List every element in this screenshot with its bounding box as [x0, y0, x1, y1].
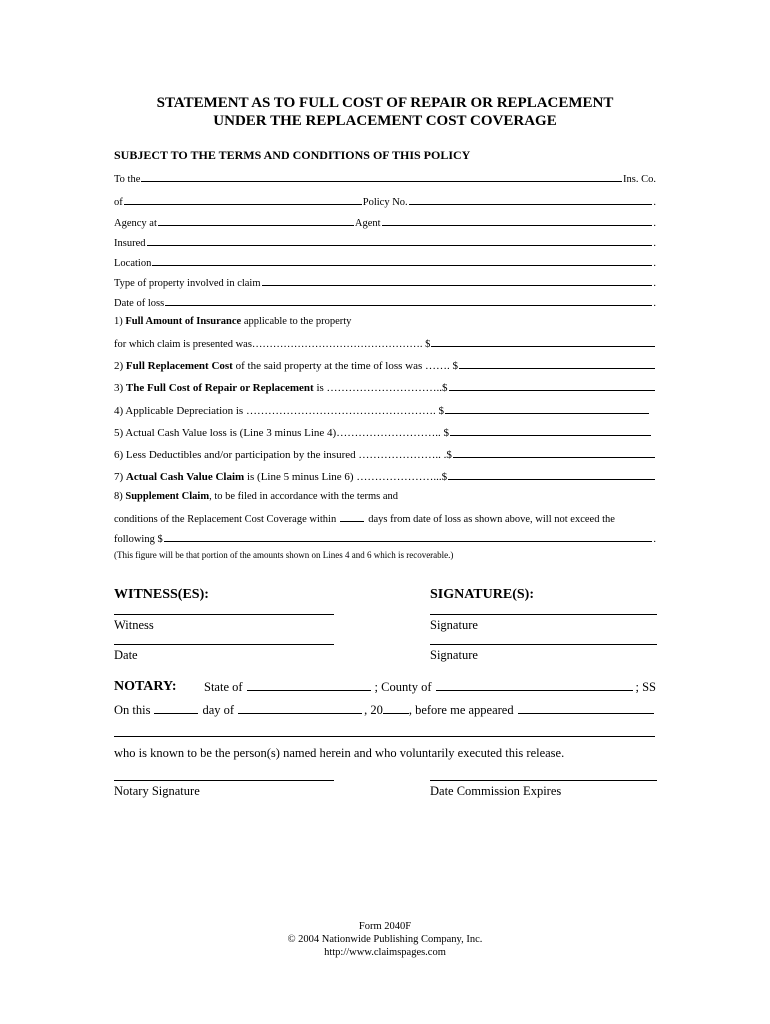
- policy-no-field[interactable]: [409, 195, 653, 205]
- line-1-heading: [114, 316, 656, 327]
- line-8-following: following $: [114, 534, 163, 545]
- on-this-label: On this: [114, 703, 151, 717]
- day-field[interactable]: [154, 703, 198, 714]
- notary-signature-line[interactable]: [114, 780, 334, 781]
- line-5-amount-field[interactable]: [450, 426, 651, 436]
- county-field[interactable]: [436, 680, 634, 691]
- of-policy-row: [114, 195, 656, 208]
- line-3-bold: The Full Cost of Repair or Replacement: [125, 382, 314, 394]
- notary-date-row: [114, 703, 654, 718]
- signature-line-1[interactable]: [430, 614, 657, 615]
- line-4-text: 4) Applicable Depreciation is ……………………………………………. $: [114, 405, 444, 417]
- location-field[interactable]: [152, 256, 652, 266]
- notary-state-row: [204, 680, 656, 695]
- state-field[interactable]: [247, 680, 371, 691]
- signature-label-2: Signature: [430, 648, 478, 662]
- line-1-text: applicable to the property: [243, 316, 352, 327]
- form-number: Form 2040F: [358, 921, 412, 932]
- date-of-loss-field[interactable]: [165, 296, 652, 306]
- commission-expires-line[interactable]: [430, 780, 657, 781]
- insured-field[interactable]: [147, 236, 653, 246]
- line-2-row: [114, 359, 656, 372]
- line-8-cont-a: conditions of the Replacement Cost Coverage within: [114, 514, 337, 525]
- type-of-property-row: [114, 276, 656, 289]
- witness-date-line[interactable]: [114, 644, 334, 645]
- signatures-heading: SIGNATURE(S):: [430, 587, 534, 602]
- period: .: [653, 218, 656, 229]
- line-6-row: [114, 448, 656, 461]
- website-link[interactable]: http://www.claimspages.com: [324, 947, 446, 958]
- type-of-property-field[interactable]: [262, 276, 653, 286]
- line-8-following-row: [114, 532, 656, 545]
- line-8-text: , to be filed in accordance with the terms and: [209, 491, 399, 502]
- line-7-number: 7): [114, 471, 124, 483]
- state-of-label: State of: [204, 680, 243, 694]
- ss-label: ; SS: [635, 680, 656, 694]
- day-of-label: day of: [202, 703, 235, 717]
- line-3-amount-field[interactable]: [449, 381, 655, 391]
- signature-label-1: Signature: [430, 618, 478, 632]
- line-7-text: is (Line 5 minus Line 6) …………………...$: [246, 471, 448, 483]
- witness-signature-line[interactable]: [114, 614, 334, 615]
- of-field[interactable]: [124, 195, 362, 205]
- policy-no-label: Policy No.: [362, 197, 408, 208]
- known-statement: who is known to be the person(s) named herein and who voluntarily executed this release.: [114, 746, 565, 760]
- line-5-text: 5) Actual Cash Value loss is (Line 3 minus Line 4)……………………….. $: [114, 427, 449, 439]
- period: .: [653, 258, 656, 269]
- line-1-cont: for which claim is presented was…………………………………………. $: [114, 339, 431, 350]
- appeared-field[interactable]: [518, 703, 654, 714]
- agency-agent-row: [114, 216, 656, 229]
- line-2-bold: Full Replacement Cost: [125, 360, 233, 372]
- before-me-label: , before me appeared: [408, 703, 514, 717]
- line-8-bold: Supplement Claim: [125, 491, 210, 502]
- line-2-number: 2): [114, 360, 124, 372]
- ins-co-label: Ins. Co.: [623, 174, 656, 185]
- date-label: Date: [114, 648, 138, 662]
- line-7-row: [114, 470, 656, 483]
- line-4-amount-field[interactable]: [445, 404, 649, 414]
- line-8-number: 8): [114, 491, 123, 502]
- date-of-loss-label: Date of loss: [114, 298, 165, 309]
- notary-signature-label: Notary Signature: [114, 784, 200, 798]
- line-8-heading: [114, 491, 656, 502]
- type-of-property-label: Type of property involved in claim: [114, 278, 261, 289]
- supplement-amount-field[interactable]: [164, 532, 653, 542]
- insured-row: [114, 236, 656, 249]
- line-3-text: is …………………………..$: [316, 382, 448, 394]
- line-8-cont-row: [114, 512, 656, 525]
- of-label: of: [114, 197, 123, 208]
- period: .: [653, 534, 656, 545]
- agent-label: Agent: [354, 218, 381, 229]
- days-field[interactable]: [340, 512, 364, 522]
- date-of-loss-row: [114, 296, 656, 309]
- line-6-text: 6) Less Deductibles and/or participation by the insured ………………….. .$: [114, 449, 452, 461]
- date-commission-label: Date Commission Expires: [430, 784, 562, 798]
- agency-at-field[interactable]: [158, 216, 354, 226]
- insurance-company-field[interactable]: [141, 172, 622, 182]
- year-label: , 20: [364, 703, 383, 717]
- period: .: [653, 278, 656, 289]
- location-row: [114, 256, 656, 269]
- witness-label: Witness: [114, 618, 154, 632]
- document-title-line1: STATEMENT AS TO FULL COST OF REPAIR OR REPLACEMENT: [156, 95, 614, 111]
- line-1-number: 1): [114, 316, 123, 327]
- county-of-label: ; County of: [374, 680, 432, 694]
- line-3-row: [114, 381, 656, 394]
- line-6-amount-field[interactable]: [453, 448, 655, 458]
- location-label: Location: [114, 258, 152, 269]
- period: .: [653, 197, 656, 208]
- line-1-bold: Full Amount of Insurance: [125, 316, 242, 327]
- to-the-label: To the: [114, 174, 141, 185]
- month-field[interactable]: [238, 703, 362, 714]
- to-the-row: [114, 172, 656, 185]
- line-1-row: [114, 337, 656, 350]
- agency-at-label: Agency at: [114, 218, 157, 229]
- line-7-amount-field[interactable]: [448, 470, 655, 480]
- line-2-amount-field[interactable]: [459, 359, 655, 369]
- year-field[interactable]: [383, 703, 409, 714]
- notary-heading: NOTARY:: [114, 679, 177, 694]
- signature-line-2[interactable]: [430, 644, 657, 645]
- subject-heading: SUBJECT TO THE TERMS AND CONDITIONS OF THIS POLICY: [114, 148, 471, 162]
- document-title-line2: UNDER THE REPLACEMENT COST COVERAGE: [213, 113, 557, 129]
- line-4-row: [114, 404, 650, 417]
- line-1-amount-field[interactable]: [431, 337, 655, 347]
- appeared-name-line[interactable]: [114, 736, 655, 737]
- period: .: [653, 298, 656, 309]
- recoverable-note: (This figure will be that portion of the amounts shown on Lines 4 and 6 which is recoverable.): [114, 550, 454, 560]
- line-2-text: of the said property at the time of loss was ……. $: [235, 360, 459, 372]
- line-3-number: 3): [114, 382, 124, 394]
- insured-label: Insured: [114, 238, 146, 249]
- agent-field[interactable]: [382, 216, 653, 226]
- copyright: © 2004 Nationwide Publishing Company, Inc.: [287, 934, 483, 945]
- line-8-cont-b: days from date of loss as shown above, will not exceed the: [368, 514, 615, 525]
- line-5-row: [114, 426, 652, 439]
- witnesses-heading: WITNESS(ES):: [114, 587, 209, 602]
- line-7-bold: Actual Cash Value Claim: [125, 471, 245, 483]
- period: .: [653, 238, 656, 249]
